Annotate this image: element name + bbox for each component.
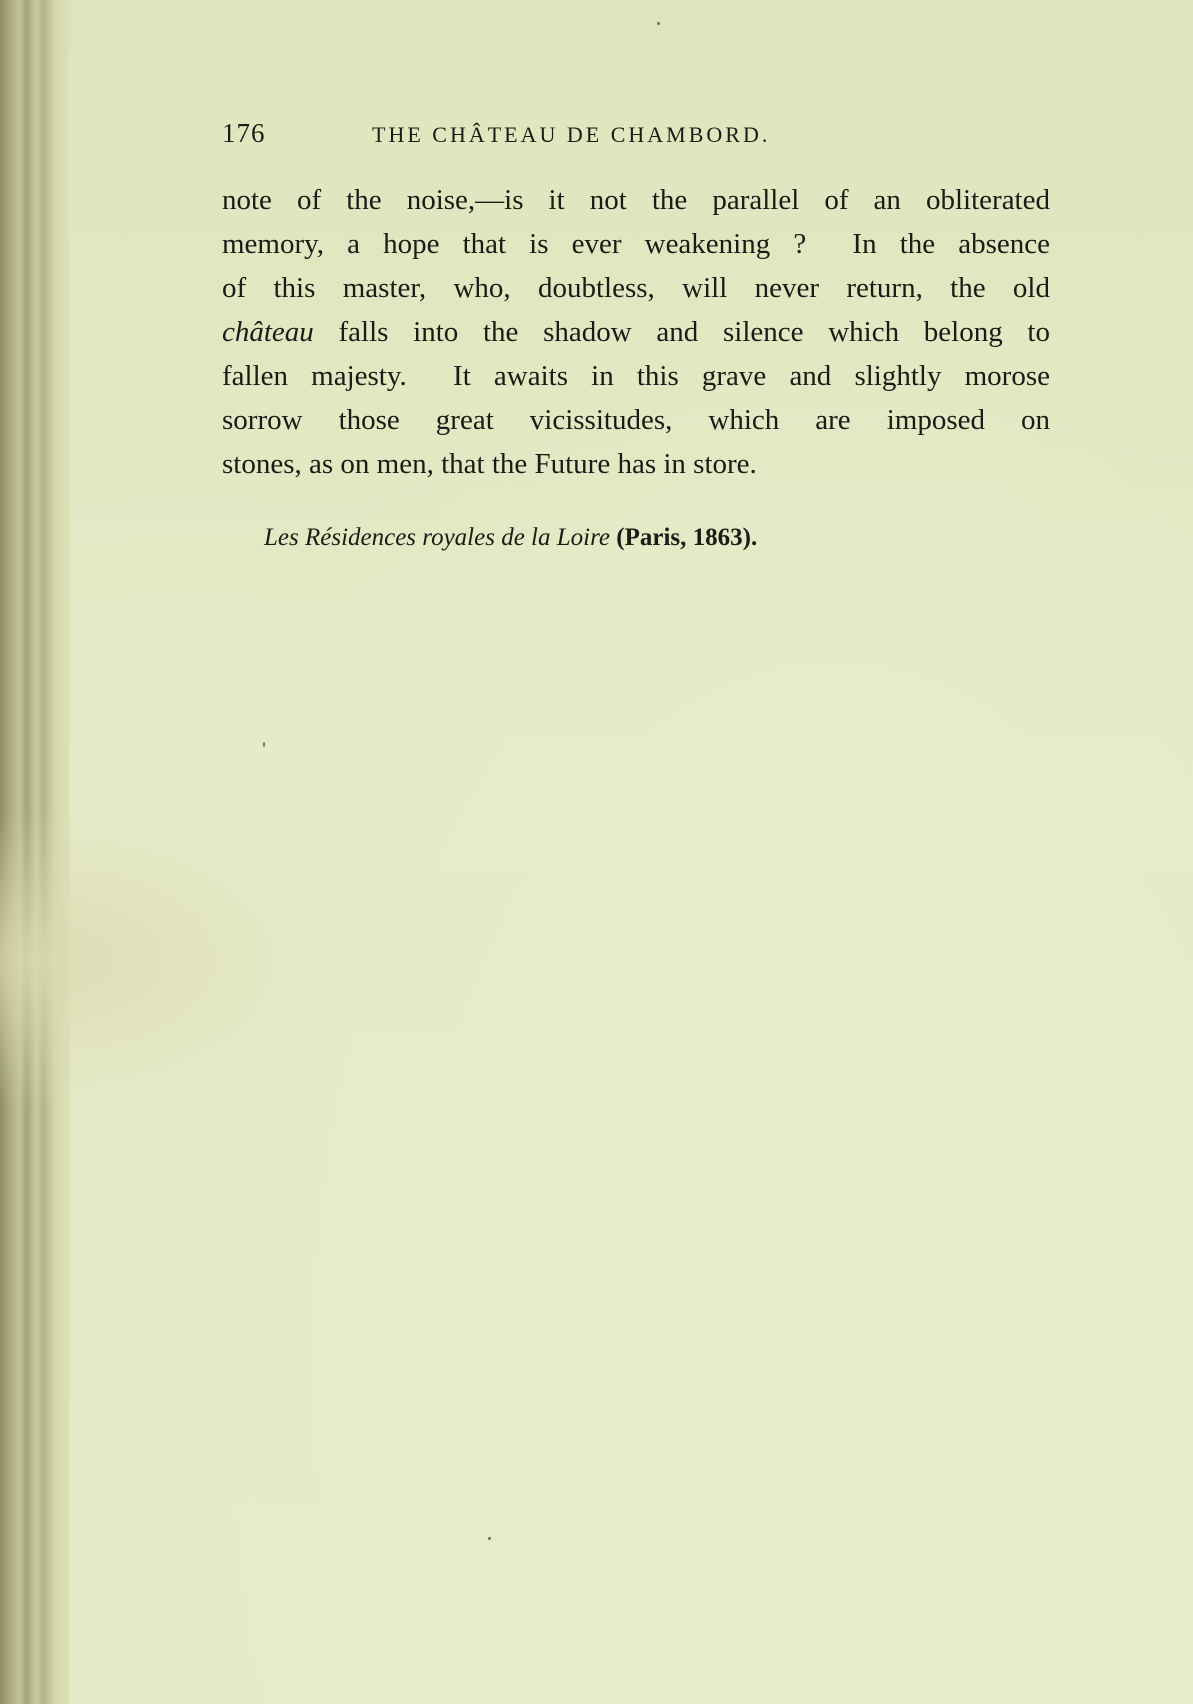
text-line-content: fallen majesty. It awaits in this grave and slightly morose [222, 360, 1050, 392]
text-line-content: stones, as on men, that the Future has in store. [222, 448, 757, 480]
text-line [222, 310, 1050, 354]
running-title: THE CHÂTEAU DE CHAMBORD. [372, 122, 771, 147]
text-line [222, 222, 1050, 266]
paper-speck [263, 742, 265, 747]
page-stain [0, 810, 320, 1110]
text-line [222, 266, 1050, 310]
text-line [222, 178, 1050, 222]
italic-word: château [222, 316, 314, 348]
text-line-content: note of the noise,—is it not the parallel of an obliterated [222, 184, 1050, 216]
paper-speck [488, 1537, 491, 1540]
text-line [222, 354, 1050, 398]
running-head [222, 118, 1052, 158]
citation-publication: (Paris, 1863). [610, 524, 758, 551]
text-line [222, 398, 1050, 442]
paper-speck [657, 22, 660, 25]
text-line-content: memory, a hope that is ever weakening ? In the absence [222, 228, 1050, 260]
citation-title: Les Résidences royales de la Loire [264, 524, 610, 551]
text-line-content: of this master, who, doubtless, will never return, the old [222, 272, 1050, 304]
text-line-content: falls into the shadow and silence which belong to [313, 316, 1050, 348]
source-citation [264, 520, 757, 556]
body-paragraph [222, 178, 1050, 486]
page-number: 176 [222, 118, 266, 148]
text-line [222, 442, 1050, 486]
text-line-content: sorrow those great vicissitudes, which are imposed on [222, 404, 1050, 436]
